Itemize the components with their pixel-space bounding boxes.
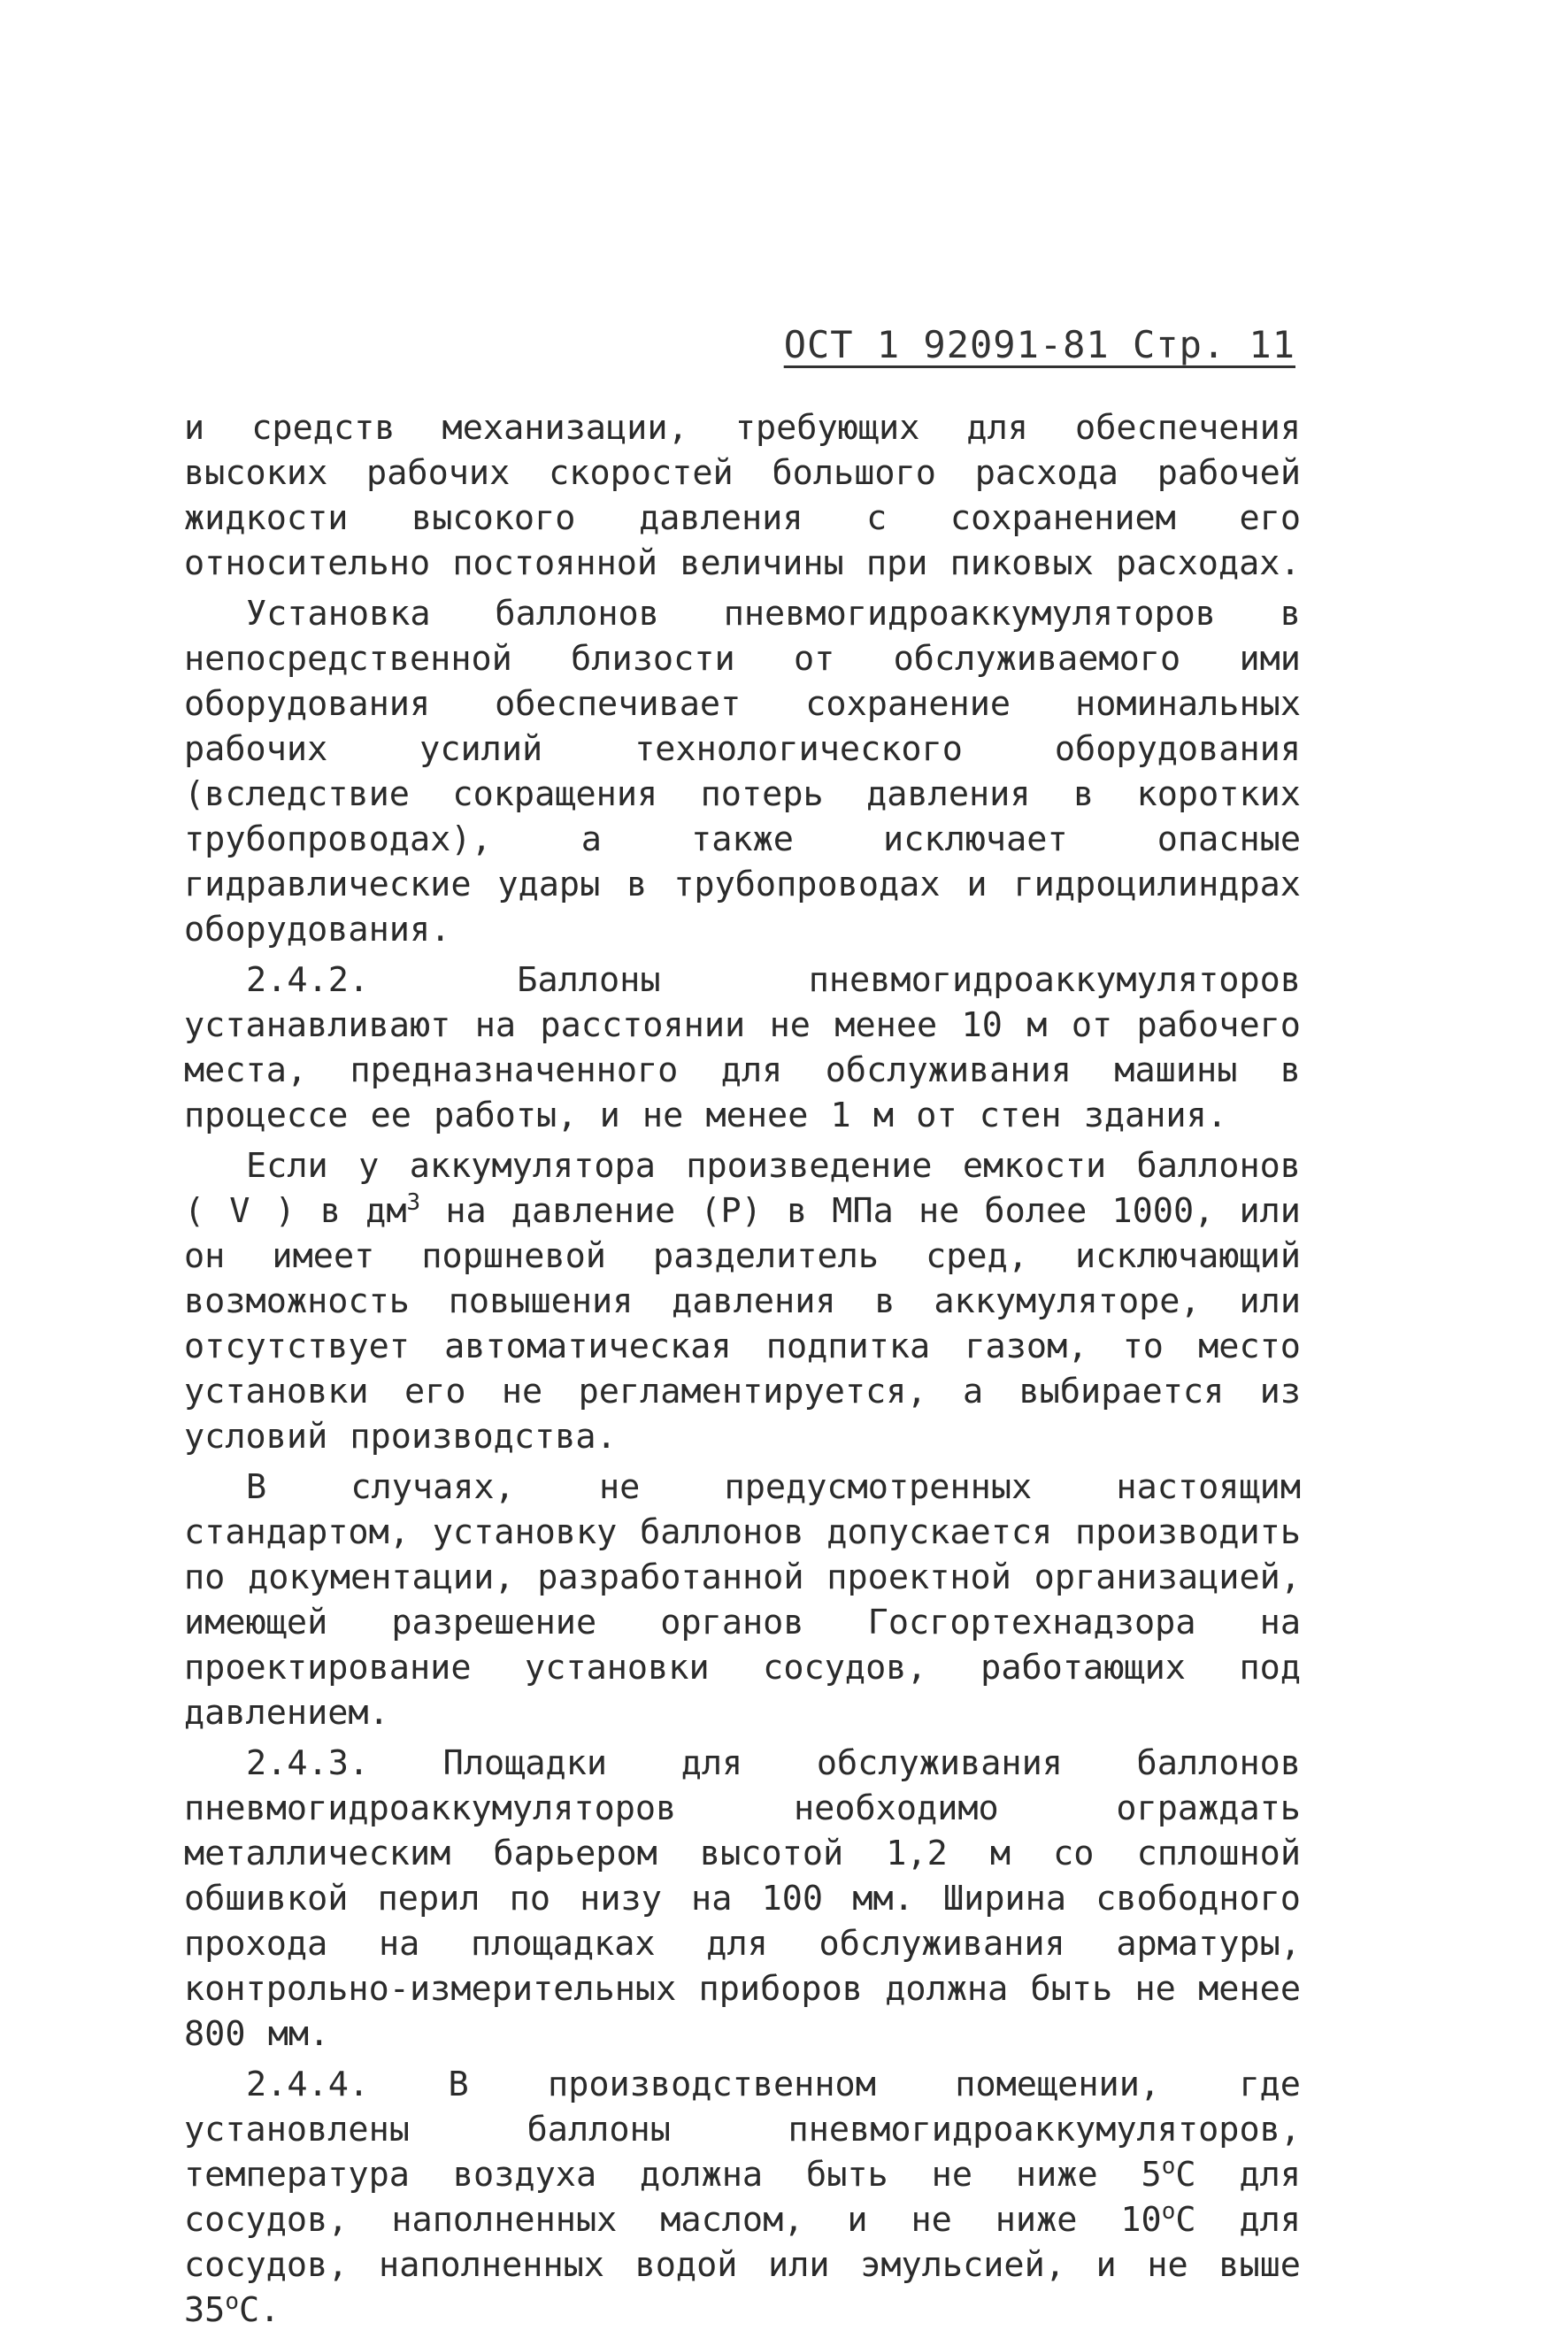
text-span: С для сосудов, наполненных маслом, и не ниже 10 [184,2155,1301,2240]
degree-mark: о [225,2288,240,2316]
paragraph-2-4-3: 2.4.3. Площадки для обслуживания баллонов пневмогидроаккумуляторов необходимо ограждать металлическим барьером высотой 1,2 м со сплошной обшивкой перил по низу на 100 мм. Ширина свободного прохода на площадках для обслуживания арматуры, контрольно-измерительных приборов должна быть не менее 800 мм. [184,1743,1301,2054]
text-span: Если у аккумулятора произведение емкости баллонов ( V ) в дм [184,1146,1301,1231]
degree-mark: о [1161,2153,1176,2180]
paragraph-special-cases: В случаях, не предусмотренных настоящим стандартом, установку баллонов допускается производить по документации, разработанной проектной организацией, имеющей разрешение органов Госгортехнадзора на проектирование установки сосудов, работающих под давлением. [184,1467,1301,1733]
text-span: С. [239,2290,281,2330]
text-span: 2.4.4. В производственном помещении, где установлены баллоны пневмогидроаккумуляторов, температура воздуха должна быть не ниже 5 [184,2065,1301,2195]
page-header: ОСТ 1 92091-81 Стр. 11 [783,323,1295,366]
paragraph-accumulator-placement: Установка баллонов пневмогидроаккумуляторов в непосредственной близости от обслуживаемого ими оборудования обеспечивает сохранение номинальных рабочих усилий технологического оборудования (вследствие сокращения потерь давления в коротких трубопроводах), а также исключает опасные гидравлические удары в трубопроводах и гидроцилиндрах оборудования. [184,594,1301,950]
text-span: на давление (Р) в МПа не более 1000, или он имеет поршневой разделитель сред, исключающий возможность повышения давления в аккумуляторе, или отсутствует автоматическая подпитка газом, то место установки его не регламентируется, а выбирается из условий производства. [184,1191,1301,1457]
superscript: 3 [406,1189,421,1217]
text-span: С для сосудов, наполненных водой или эмульсией, и не выше 35 [184,2200,1301,2330]
document-body [184,405,1301,2338]
paragraph-2-4-2: 2.4.2. Баллоны пневмогидроаккумуляторов устанавливают на расстоянии не менее 10 м от рабочего места, предназначенного для обслуживания машины в процессе ее работы, и не менее 1 м от стен здания. [184,960,1301,1135]
paragraph-volume-pressure [184,1143,1301,1459]
paragraph-2-4-4 [184,2062,1301,2333]
degree-mark: о [1161,2198,1176,2226]
paragraph-continuation: и средств механизации, требующих для обеспечения высоких рабочих скоростей большого расхода рабочей жидкости высокого давления с сохранением его относительно постоянной величины при пиковых расходах. [184,408,1301,583]
